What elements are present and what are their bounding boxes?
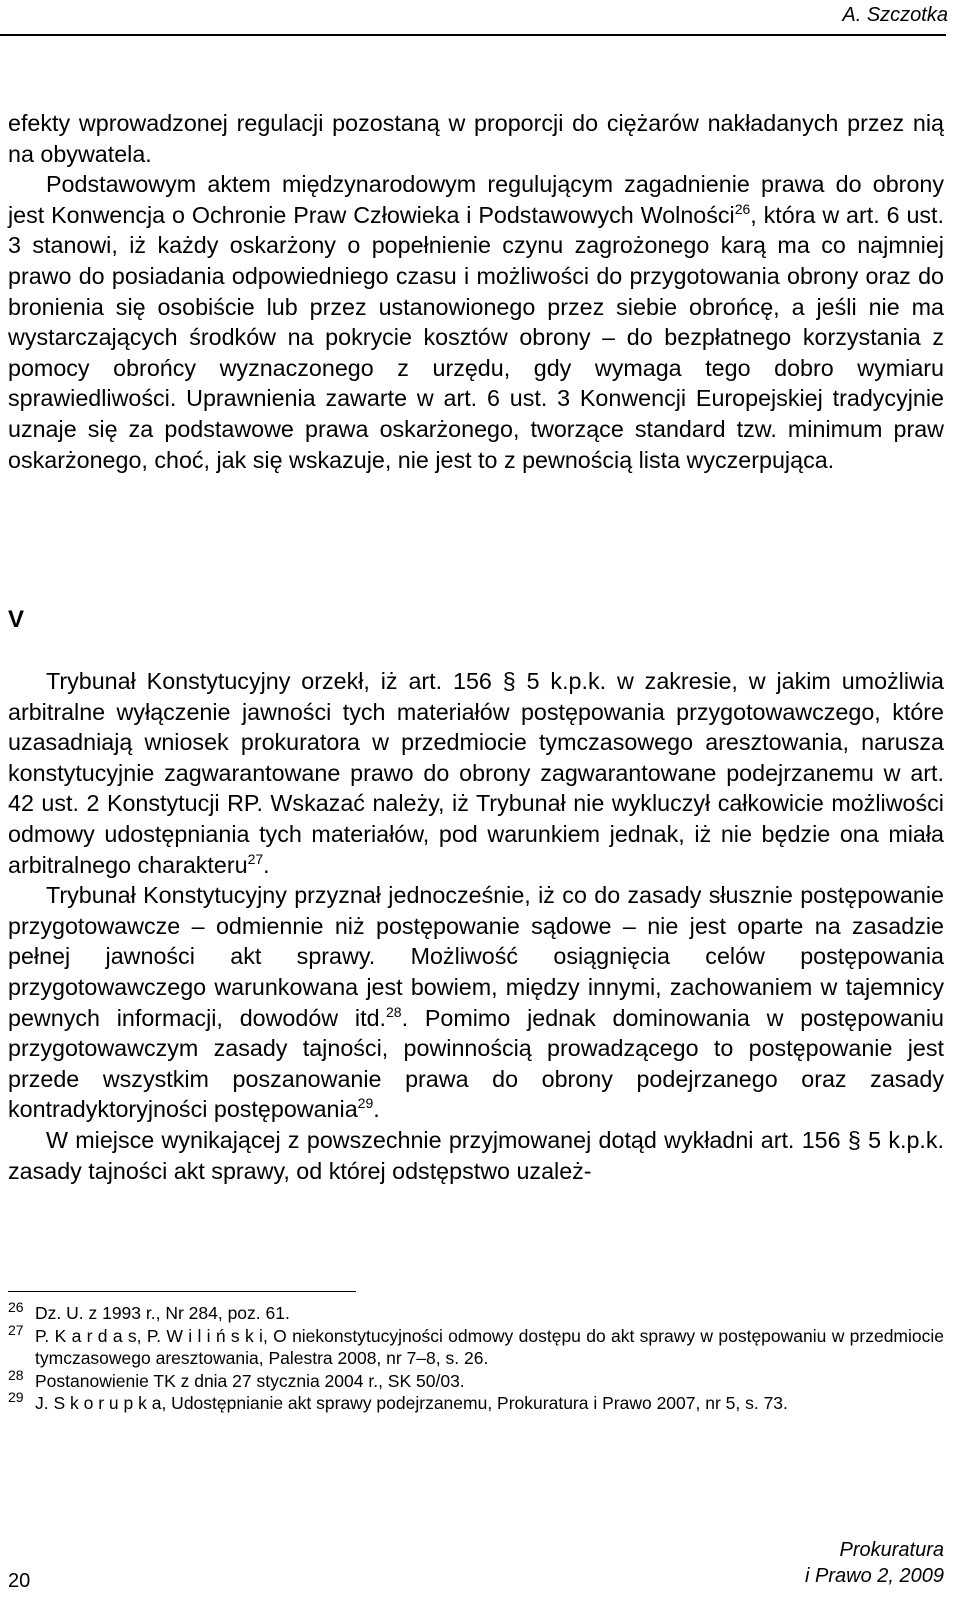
- paragraph-4: [8, 880, 944, 1125]
- footnote-text: Dz. U. z 1993 r., Nr 284, poz. 61.: [35, 1303, 290, 1323]
- footnote-number: 27: [8, 1321, 24, 1338]
- paragraph-3-text-a: Trybunał Konstytucyjny orzekł, iż art. 156 § 5 k.p.k. w zakresie, w jakim umożliwia arbitralne wyłączenie jawności tych materiałów postępowania przygotowawczego, które uzasadniają wniosek prokuratora w przedmiocie tymczasowego aresztowania, narusza konstytucyjnie zagwarantowane prawo do obrony zagwarantowane podejrzanemu w art. 42 ust. 2 Konstytucji RP. Wskazać należy, iż Trybunał nie wykluczył całkowicie możliwości odmowy udostępniania tych materiałów, pod warunkiem jednak, iż nie będzie ona miała arbitralnego charakteru: [8, 668, 944, 878]
- journal-name-line-1: Prokuratura: [839, 1539, 944, 1561]
- paragraph-5: W miejsce wynikającej z powszechnie przyjmowanej dotąd wykładni art. 156 § 5 k.p.k. zasady tajności akt sprawy, od której odstępstwo uzależ-: [8, 1126, 944, 1184]
- running-header-author: A. Szczotka: [842, 4, 948, 26]
- footnote-text: Postanowienie TK z dnia 27 stycznia 2004 r., SK 50/03.: [35, 1370, 465, 1391]
- body-text-top: [8, 108, 944, 475]
- body-text-bottom: [8, 666, 944, 1186]
- paragraph-2-text-a: Podstawowym aktem międzynarodowym regulującym zagadnienie prawa do obrony jest Konwencja o Ochronie Praw Człowieka i Podstawowych Wolności: [8, 171, 944, 228]
- footnotes: [8, 1299, 944, 1415]
- paragraph-4-text-a: Trybunał Konstytucyjny przyznał jednocześnie, iż co do zasady słusznie postępowanie przygotowawcze – odmiennie niż postępowanie sądowe – nie jest oparte na zasadzie pełnej jawności akt sprawy. Możliwość osiągnięcia celów postępowania przygotowawczego warunkowana jest bowiem, między innymi, zachowaniem w tajemnicy pewnych informacji, dowodów itd.: [8, 882, 944, 1031]
- footnote-ref-27: 27: [247, 850, 264, 867]
- section-heading: V: [8, 606, 25, 633]
- footnote-ref-29: 29: [357, 1095, 374, 1112]
- footnote-text: , O niekonstytucyjności odmowy dostępu do akt sprawy w postępowaniu w przedmiocie tymczasowego aresztowania, Palestra 2008, nr 7–8, s. 26.: [35, 1325, 944, 1369]
- journal-name-line-2: i Prawo 2, 2009: [805, 1565, 944, 1587]
- footnote-separator: [8, 1291, 356, 1292]
- footnote-number: 26: [8, 1299, 24, 1315]
- paragraph-2: [8, 169, 944, 475]
- paragraph-2-text-b: , która w art. 6 ust. 3 stanowi, iż każdy oskarżony o popełnienie czynu zagrożonego karą ma co najmniej prawo do posiadania odpowiedniego czasu i możliwości do przygotowania obrony oraz do bronienia się osobiście lub przez ustanowionego przez siebie obrońcę, a jeśli nie ma wystarczających środków na pokrycie kosztów obrony – do bezpłatnego korzystania z pomocy obrońcy wyznaczonego z urzędu, gdy wymaga tego dobro wymiaru sprawiedliwości. Uprawnienia zawarte w art. 6 ust. 3 Konwencji Europejskiej tradycyjnie uznaje się za podstawowe prawa oskarżonego, tworzące standard tzw. minimum praw oskarżonego, choć, jak się wskazuje, nie jest to z pewnością lista wyczerpująca.: [8, 201, 944, 473]
- footnote-26: [8, 1299, 944, 1325]
- paragraph-3-text-b: .: [263, 851, 270, 878]
- footnote-ref-28: 28: [386, 1003, 402, 1020]
- footnote-27: [8, 1321, 944, 1370]
- journal-name: [805, 1537, 944, 1589]
- footnote-28: [8, 1366, 944, 1393]
- footnote-number: 28: [8, 1366, 24, 1383]
- paragraph-4-text-c: .: [373, 1096, 380, 1123]
- footnote-authors: J. S k o r u p k a: [35, 1393, 162, 1414]
- paragraph-3: [8, 666, 944, 880]
- footnote-29: [8, 1389, 944, 1415]
- paragraph-4-text-b: . Pomimo jednak dominowania w postępowaniu przygotowawczym zasady tajności, powinnością prowadzącego to postępowanie jest przede wszystkim poszanowanie prawa do obrony podejrzanego oraz zasady kontradyktoryjności postępowania: [8, 1004, 944, 1123]
- footnote-number: 29: [8, 1389, 24, 1406]
- header-rule: [0, 34, 946, 36]
- footnote-authors: P. K a r d a s, P. W i l i ń s k i: [35, 1325, 263, 1346]
- footnote-text: , Udostępnianie akt sprawy podejrzanemu, Prokuratura i Prawo 2007, nr 5, s. 73.: [161, 1393, 788, 1414]
- page-number: 20: [8, 1570, 31, 1592]
- footnote-ref-26: 26: [734, 201, 751, 218]
- paragraph-1: efekty wprowadzonej regulacji pozostaną w proporcji do ciężarów nakładanych przez nią na obywatela.: [8, 110, 944, 167]
